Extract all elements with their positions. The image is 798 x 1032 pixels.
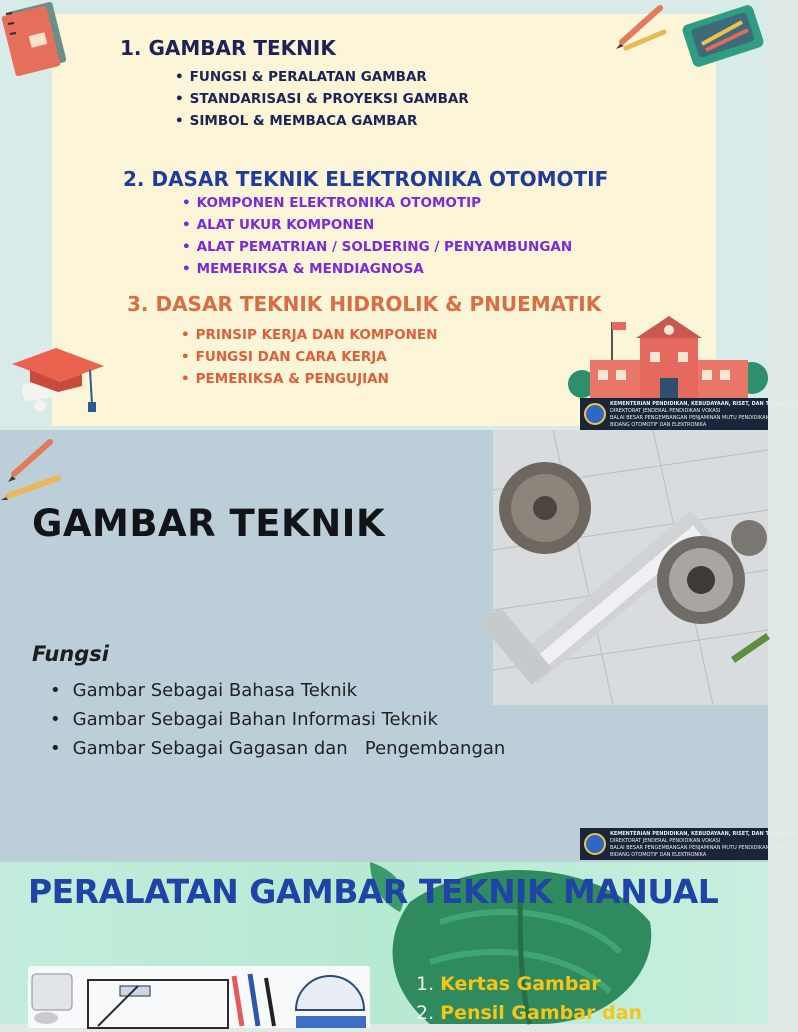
logo-line: BALAI BESAR PENGEMBANGAN PENJAMINAN MUTU PENDIDIKAN VOKASI [610, 844, 790, 851]
list-number: 1. [416, 973, 435, 995]
list-item: • Gambar Sebagai Gagasan dan Pengembangan [50, 734, 505, 763]
slide-gambar-teknik [0, 430, 798, 862]
school-building-icon [566, 314, 768, 410]
slide-course-outline [0, 0, 798, 430]
page-title: GAMBAR TEKNIK [32, 502, 386, 545]
drawing-tools-icon [28, 966, 370, 1028]
section-heading-elektronika: 2. DASAR TEKNIK ELEKTRONIKA OTOMOTIF [123, 167, 609, 191]
graduation-cap-icon [4, 346, 108, 416]
list-text: Pensil Gambar dan [440, 1002, 642, 1024]
list-item: • ALAT UKUR KOMPONEN [182, 214, 572, 236]
section-heading-gambar-teknik: 1. GAMBAR TEKNIK [120, 36, 336, 60]
section-list-elektronika [182, 192, 572, 280]
list-item: • Gambar Sebagai Bahan Informasi Teknik [50, 705, 505, 734]
list-item: • STANDARISASI & PROYEKSI GAMBAR [175, 88, 469, 110]
list-item: • KOMPONEN ELEKTRONIKA OTOMOTIP [182, 192, 572, 214]
section-subtitle-fungsi: Fungsi [32, 642, 109, 666]
list-item: • Gambar Sebagai Bahasa Teknik [50, 676, 505, 705]
fungsi-list [50, 676, 505, 763]
section-list-gambar-teknik [175, 66, 469, 132]
list-text: Kertas Gambar [440, 973, 601, 995]
caliper-bearings-photo [493, 430, 768, 705]
pencils-icon [0, 434, 70, 504]
list-number: 2. [416, 1002, 435, 1024]
pencil-case-icon [680, 0, 768, 70]
section-heading-hidrolik: 3. DASAR TEKNIK HIDROLIK & PNUEMATIK [127, 292, 602, 316]
ministry-logo-bar [580, 828, 798, 860]
logo-line: KEMENTERIAN PENDIDIKAN, KEBUDAYAAN, RISET, DAN TEKNOLOGI [610, 400, 798, 407]
ministry-logo-bar [580, 398, 798, 430]
logo-line: BALAI BESAR PENGEMBANGAN PENJAMINAN MUTU PENDIDIKAN VOKASI [610, 414, 790, 421]
ministry-emblem-icon [584, 833, 606, 855]
slide-peralatan-gambar [0, 862, 768, 1024]
equipment-list [416, 970, 642, 1028]
notebook-icon [0, 0, 70, 80]
list-item [416, 970, 642, 999]
drawing-tools-illustration [28, 966, 370, 1028]
logo-line: KEMENTERIAN PENDIDIKAN, KEBUDAYAAN, RISET, DAN TEKNOLOGI [610, 830, 798, 837]
caliper-photo-illustration [493, 430, 768, 705]
logo-line: BIDANG OTOMOTIF DAN ELEKTRONIKA [610, 421, 707, 428]
logo-line: BIDANG OTOMOTIF DAN ELEKTRONIKA [610, 851, 707, 858]
page-title: PERALATAN GAMBAR TEKNIK MANUAL [28, 872, 719, 911]
list-item: • ALAT PEMATRIAN / SOLDERING / PENYAMBUNGAN [182, 236, 572, 258]
logo-line: DIREKTORAT JENDERAL PENDIDIKAN VOKASI [610, 837, 721, 844]
list-item [416, 999, 642, 1028]
list-item: • FUNGSI & PERALATAN GAMBAR [175, 66, 469, 88]
list-item: • PRINSIP KERJA DAN KOMPONEN [181, 324, 437, 346]
section-list-hidrolik [181, 324, 437, 390]
list-item: • SIMBOL & MEMBACA GAMBAR [175, 110, 469, 132]
logo-line: DIREKTORAT JENDERAL PENDIDIKAN VOKASI [610, 407, 721, 414]
ministry-emblem-icon [584, 403, 606, 425]
list-item: • MEMERIKSA & MENDIAGNOSA [182, 258, 572, 280]
list-item: • FUNGSI DAN CARA KERJA [181, 346, 437, 368]
list-item: • PEMERIKSA & PENGUJIAN [181, 368, 437, 390]
pencils-icon [612, 2, 672, 52]
